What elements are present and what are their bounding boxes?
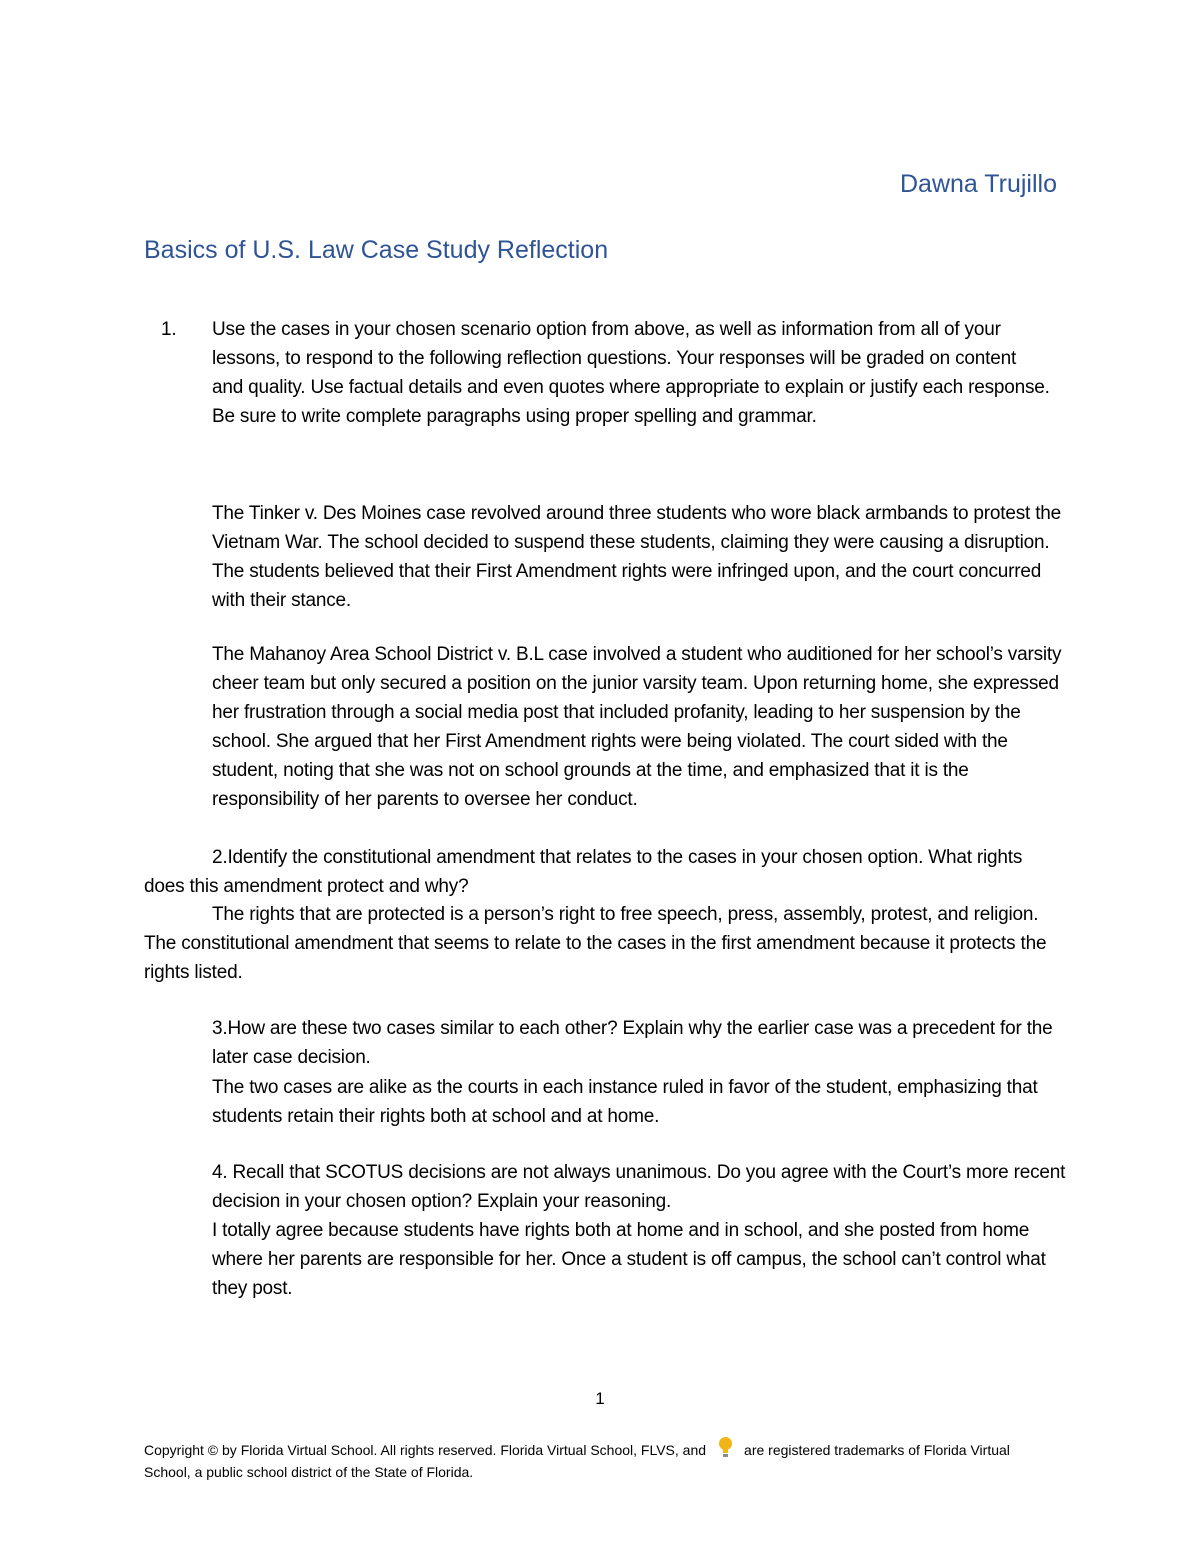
question-1-text: Use the cases in your chosen scenario option from above, as well as information from all of your lessons, to respond to the following reflection questions. Your responses will be graded on content and quality. Use factual details and even quotes where appropriate to explain or justify each response. Be sure to write complete paragraphs using proper spelling and grammar. xyxy=(212,319,1050,427)
mahanoy-paragraph: The Mahanoy Area School District v. B.L case involved a student who auditioned for her school’s varsity cheer team but only secured a position on the junior varsity team. Upon returning home, she expressed her frustration through a social media post that included profanity, leading to her suspension by the school. She argued that her First Amendment rights were being violated. The court sided with the student, noting that she was not on school grounds at the time, and emphasized that it is the responsibility of her parents to oversee her conduct. xyxy=(212,644,1062,810)
question-4 xyxy=(144,1158,1064,1216)
answer-4-text: I totally agree because students have rights both at home and in school, and she posted from home where her parents are responsible for her. Once a student is off campus, the school can’t control what they post. xyxy=(212,1220,1046,1299)
copyright-text-1: Copyright © by Florida Virtual School. All rights reserved. Florida Virtual School, FLVS, and xyxy=(144,1442,707,1458)
answer-3-text: The two cases are alike as the courts in each instance ruled in favor of the student, emphasizing that students retain their rights both at school and at home. xyxy=(212,1077,1038,1127)
question-3-text: 3.How are these two cases similar to each other? Explain why the earlier case was a precedent for the later case decision. xyxy=(212,1018,1053,1068)
answer-2-text: The rights that are protected is a person’s right to free speech, press, assembly, protest, and religion. The constitutional amendment that seems to relate to the cases in the first amendment because it protects the rights listed. xyxy=(144,904,1047,983)
copyright-text-2: are registered trademarks of Florida Virtual School, a public school district of the State of Florida. xyxy=(144,1442,1010,1480)
document-title: Basics of U.S. Law Case Study Reflection xyxy=(144,236,609,264)
author-name: Dawna Trujillo xyxy=(899,170,1057,198)
question-2 xyxy=(144,843,1064,901)
question-2-text: 2.Identify the constitutional amendment that relates to the cases in your chosen option. What rights does this amendment protect and why? xyxy=(144,847,1023,897)
answer-2 xyxy=(144,900,1064,987)
answer-1-tinker xyxy=(144,499,1064,615)
answer-3 xyxy=(144,1073,1064,1131)
question-3 xyxy=(144,1014,1064,1072)
tinker-paragraph: The Tinker v. Des Moines case revolved around three students who wore black armbands to protest the Vietnam War. The school decided to suspend these students, claiming they were causing a disruption. The students believed that their First Amendment rights were infringed upon, and the court concurred with their stance. xyxy=(212,503,1062,611)
page-number: 1 xyxy=(595,1389,605,1408)
question-1 xyxy=(144,315,1064,431)
question-1-number: 1. xyxy=(161,319,177,340)
answer-1-mahanoy xyxy=(144,640,1064,814)
answer-4 xyxy=(144,1216,1064,1303)
copyright-footer xyxy=(144,1437,1044,1483)
question-4-text: 4. Recall that SCOTUS decisions are not always unanimous. Do you agree with the Court’s more recent decision in your chosen option? Explain your reasoning. xyxy=(212,1162,1066,1212)
lightbulb-icon xyxy=(716,1437,734,1461)
